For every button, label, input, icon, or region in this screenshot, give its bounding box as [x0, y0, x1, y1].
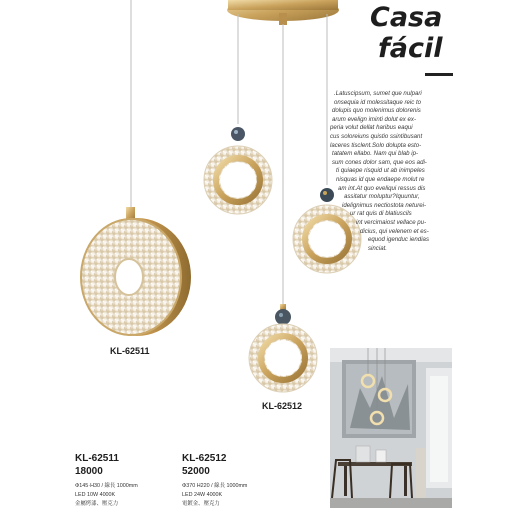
body-line: cus soloreiuns quistio ssintibusant: [330, 132, 423, 140]
body-copy: [322, 90, 454, 253]
product-2-price: 52000: [182, 466, 210, 477]
ceiling-canopy: [227, 0, 339, 25]
body-line: ur rat quis di blatiuscils: [350, 210, 412, 218]
body-line: dicius, qui velenem et es-: [360, 227, 429, 235]
product-1-spec-size: Φ145·H30 / 線長 1000mm: [75, 483, 138, 489]
room-scene-image: [330, 348, 452, 508]
product-2-spec-led: LED 24W 4000K: [182, 492, 223, 498]
product-1-spec-led: LED 10W 4000K: [75, 492, 116, 498]
body-line: .Latuscipsum, sumet que nulpari: [334, 90, 422, 97]
body-line: equod igenduc iendias: [368, 236, 429, 244]
ring-pendant-1: [204, 127, 272, 214]
body-line: onsequia id molessitaque reic to: [334, 98, 422, 106]
body-line: peria volut dellat haribus eaqui: [330, 124, 413, 132]
body-line: dolupis quo molenimus dolorenis: [332, 107, 421, 115]
product-2-spec-size: Φ370 H220 / 線長 1000mm: [182, 483, 248, 489]
product-2-spec-material: 電鍍金、壓克力: [182, 501, 220, 507]
body-line: sum cones dolor sam, que eos adi-: [332, 158, 427, 166]
label-kl-62511: KL-62511: [110, 346, 150, 356]
label-kl-62512: KL-62512: [262, 401, 303, 411]
product-1-price: 18000: [75, 466, 103, 477]
body-line: tatatem ellabo. Nam qui blab ip-: [332, 150, 419, 158]
body-line: nisquas id que endaepe molut re: [336, 175, 425, 183]
body-line: laceres tisclent.Solo dolupta esto-: [330, 141, 422, 149]
body-line: int vercimaiost vellace pu-: [356, 218, 427, 226]
body-line: assitatur moluptur?Iquuntur,: [344, 193, 420, 201]
body-line: sinciat.: [368, 244, 387, 252]
product-1-code: KL-62511: [75, 453, 119, 464]
ring-pendant-3: [249, 304, 317, 392]
lamp-kl-62511: [81, 207, 191, 336]
body-line: am int.At quo eveliqui ressus dis: [338, 184, 426, 192]
product-1-spec-material: 金屬烤漆、壓克力: [75, 501, 119, 507]
body-line: idelignimus nectiostota neturei-: [342, 201, 427, 209]
title-divider: [425, 73, 453, 76]
product-2-code: KL-62512: [182, 453, 227, 464]
brand-title-line2: fácil: [378, 33, 443, 64]
brand-title-line1: Casa: [370, 2, 443, 33]
body-line: arum evelign iminti dolut ex ex-: [332, 115, 416, 123]
room-photo: [330, 348, 452, 508]
brand-title: [370, 2, 505, 64]
body-line: ti quiaepe risquid ut ab inimpeles: [336, 167, 425, 175]
